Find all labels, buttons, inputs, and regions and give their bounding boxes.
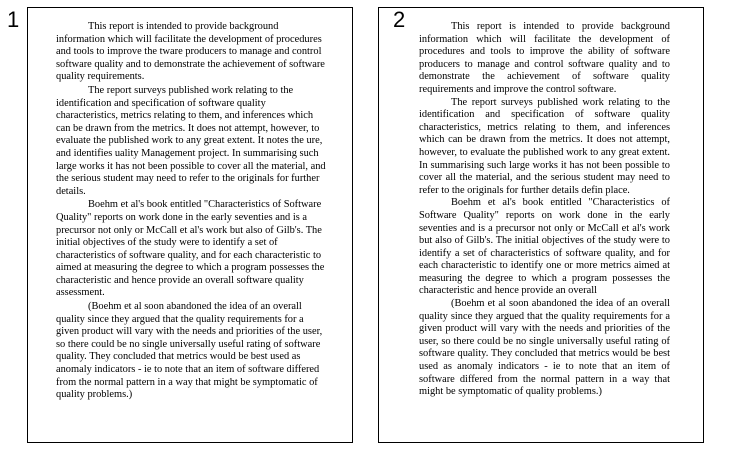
document-page-1 xyxy=(27,7,353,443)
page-2-number: 2 xyxy=(393,7,406,32)
page-2-paragraph-3: Boehm et al's book entitled "Characteristics of Software Quality" reports on work done in the early seventies and is a precursor not only or McCall et al's work but also of Gilb's. The initial objectives of the study were to identify a set of characteristics of software quality, and for each characteristic to identify one or more metrics aimed at measuring the degree to which a program possesses the characteristic and hence provide an overall xyxy=(419,197,670,297)
page-1-paragraph-1: This report is intended to provide background information which will facilitate the development of procedures and tools to improve the tware producers to manage and control software quality and to demonstrate the achievement of software quality requirements. xyxy=(56,21,325,83)
page-1-number: 1 xyxy=(7,7,20,32)
page-1-paragraph-4: (Boehm et al soon abandoned the idea of an overall quality since they argued that the quality requirements for a given product will vary with the needs and priorities of the user, so there could be no single universally useful rating of software quality. They concluded that metrics would be best used as anomaly indicators - ie to note that an item of software differed from the normal pattern in a way that might be symptomatic of quality problems.) xyxy=(56,301,323,401)
page-1-paragraph-3: Boehm et al's book entitled "Characteristics of Software Quality" reports on work done in the early seventies and is a precursor not only or McCall et al's work but also of Gilb's. The initial objectives of the study were to identify a set of characteristics of software quality, and for each characteristic to aimed at measuring the degree to which a program possesses the characteristic and hence provide an overall software quality assessment. xyxy=(56,199,325,299)
page-2-paragraph-1: This report is intended to provide background information which will facilitate the development of procedures and tools to improve the ability of software producers to manage and control software quality and to demonstrate the achievement of software quality requirements and improve the control software. xyxy=(419,21,670,95)
page-2-body xyxy=(419,21,670,399)
page-1-paragraph-2: The report surveys published work relating to the identification and specification of software quality characteristics, metrics relating to them, and inferences which can be drawn from the metrics. It does not attempt, however, to evaluate the published work to any great extent. It notes the ure, and identifies uality Management project. In summarising such large works it has not been possible to cover all the material, and the serious student may need to refer to the originals for further details. xyxy=(56,84,326,197)
document-page-2 xyxy=(378,7,704,443)
page-2-paragraph-4: (Boehm et al soon abandoned the idea of an overall quality since they argued that the quality requirements for a given product will vary with the needs and priorities of the user, so there could be no single universally useful rating of software quality. They concluded that metrics would be best used as anomaly indicators - ie to note that an item of software differed from the normal pattern in a way that might be symptomatic of quality problems.) xyxy=(419,298,670,398)
page-2-paragraph-2: The report surveys published work relating to the identification and specification of software quality characteristics, metrics relating to them, and inferences which can be drawn from the metrics. It does not attempt, however, to evaluate the published work to any great extent. In summarising such large works it has not been possible to cover all the material, and the serious student may need to refer to the originals for further details defin place. xyxy=(419,96,670,196)
page-1-body xyxy=(56,21,326,402)
